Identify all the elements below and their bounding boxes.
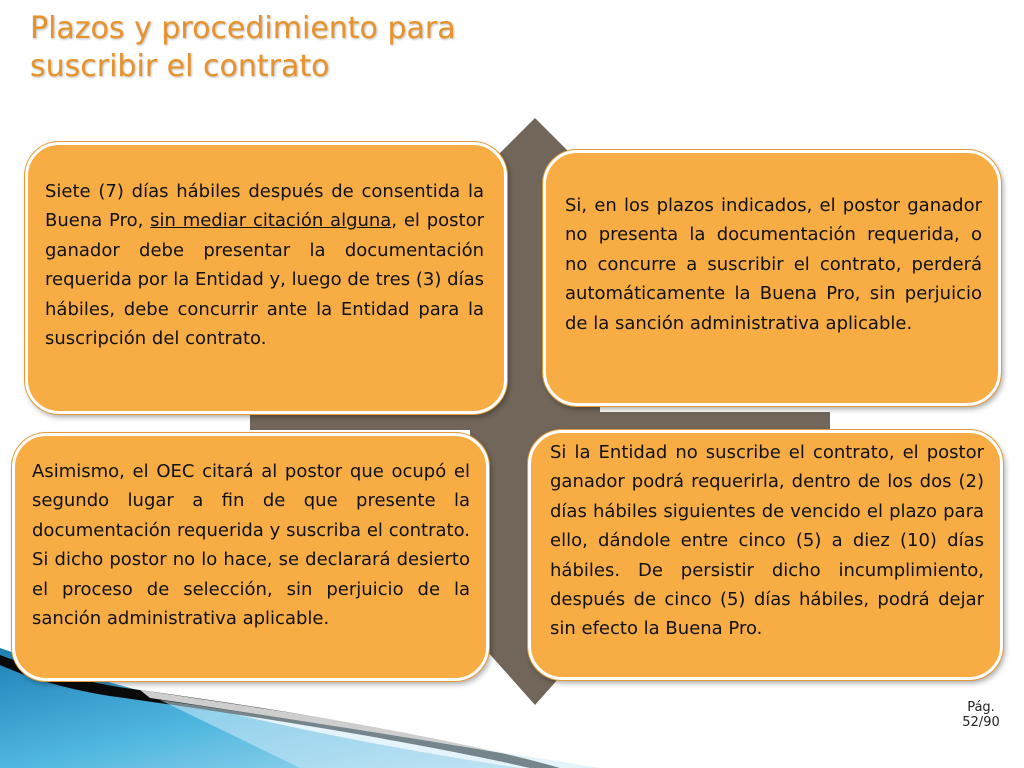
card-text: Si la Entidad no suscribe el contrato, el postor ganador podrá requerirla, dentro de los dos (2) días hábiles siguientes de vencido el plazo para ello, dándole entre cinco (5) a diez (10) días hábiles. De persistir dicho incumplimiento, después de cinco (5) días hábiles, podrá dejar sin efecto la Buena Pro. (550, 442, 984, 640)
second-place-card (12, 433, 489, 681)
entity-noncompliance-card (528, 430, 1003, 680)
underlined-phrase: sin mediar citación alguna (150, 210, 392, 232)
card-text: Si, en los plazos indicados, el postor ganador no presenta la documentación requerida, o no concurre a suscribir el contrato, perderá automáticamente la Buena Pro, sin perjuicio de la sanción administrativa aplicable. (565, 195, 982, 334)
card-text-continued: , el postor ganador debe presentar la documentación requerida por la Entidad y, luego de tres (3) días hábiles, debe concurrir ante la Entidad para la suscripción del contrato. (45, 210, 484, 350)
loss-of-award-card (543, 150, 1001, 406)
page-number: Pág. 52/90 (962, 700, 1000, 730)
signing-deadline-card (25, 142, 507, 414)
page-title: Plazos y procedimiento para suscribir el contrato (30, 11, 456, 84)
card-text: Asimismo, el OEC citará al postor que ocupó el segundo lugar a fin de que presente la documentación requerida y suscriba el contrato. Si dicho postor no lo hace, se declarará desierto el proceso de selección, sin perjuicio de la sanción administrativa aplicable. (32, 461, 470, 630)
card-text: Siete (7) días hábiles después de consentida la Buena Pro, (45, 181, 484, 232)
